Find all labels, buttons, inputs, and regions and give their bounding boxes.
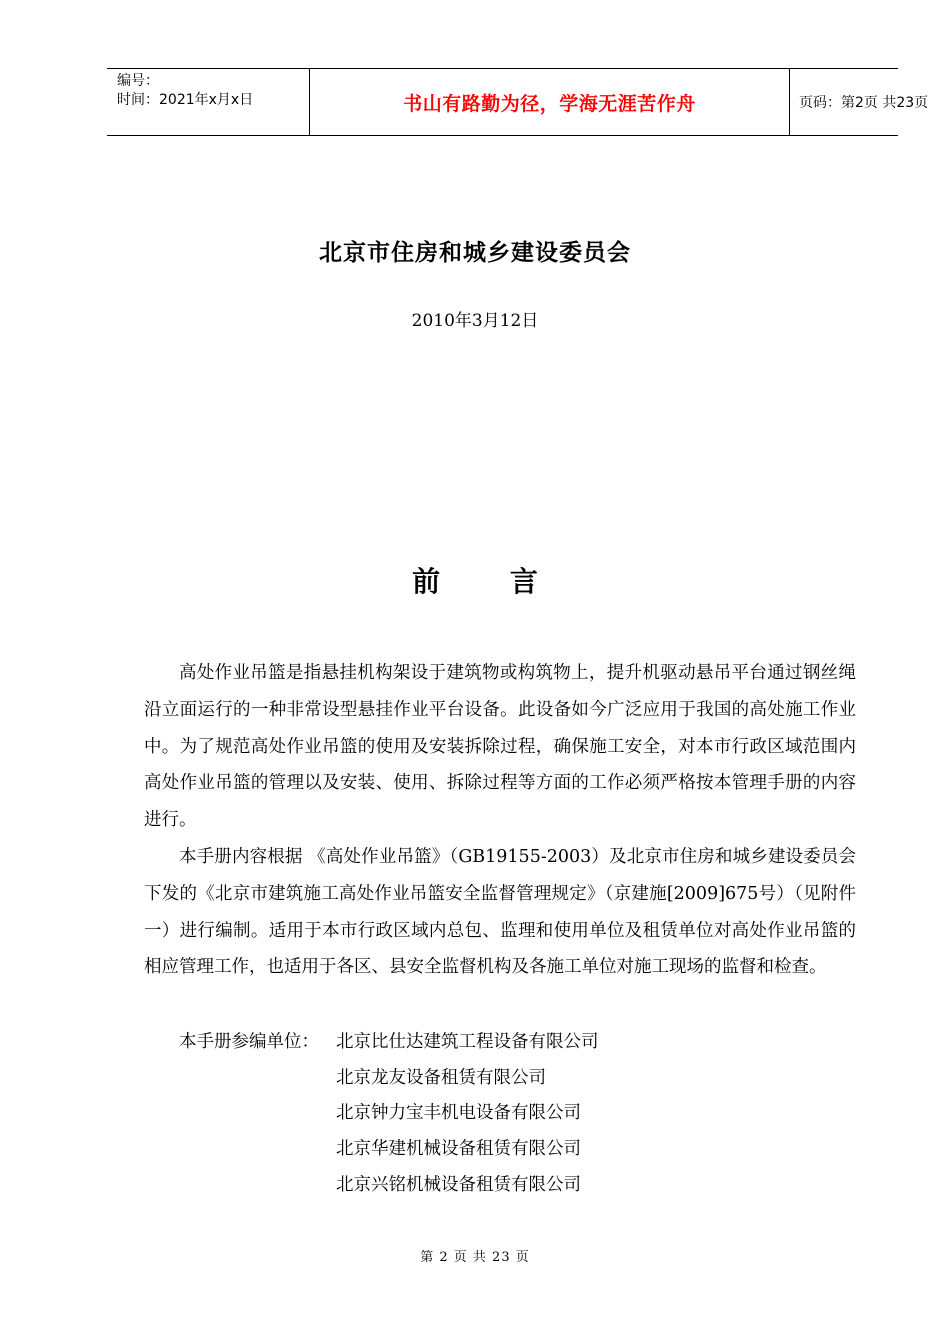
header-motto: 书山有路勤为径，学海无涯苦作舟 [403,92,696,115]
contributors-label: 本手册参编单位： [179,1032,319,1052]
document-number-label: 编号： [117,73,159,89]
page-header [107,68,929,136]
header-page-cell [790,69,929,135]
contributor-name: 北京华建机械设备租赁有限公司 [336,1139,581,1160]
preface-paragraph: 高处作业吊篮是指悬挂机构架设于建筑物或构筑物上，提升机驱动悬吊平台通过钢丝绳沿立面运行的一种非常设型悬挂作业平台设备。此设备如今广泛应用于我国的高处施工作业中。为了规范高处作业吊篮的使用及安装拆除过程，确保施工安全，对本市行政区域范围内高处作业吊篮的管理以及安装、使用、拆除过程等方面的工作必须严格按本管理手册的内容进行。 [144,663,856,831]
contributor-name: 北京比仕达建筑工程设备有限公司 [336,1032,599,1052]
contributor-name: 北京兴铭机械设备租赁有限公司 [336,1174,581,1195]
document-date: 2010年3月12日 [411,311,539,331]
contributor-name: 北京钟力宝丰机电设备有限公司 [336,1103,581,1124]
organization-name: 北京市住房和城乡建设委员会 [319,239,631,266]
header-motto-cell [309,69,790,135]
page-footer: 第 2 页 共 23 页 [420,1250,530,1265]
preface-body [144,655,856,986]
preface-paragraph: 本手册内容根据 《高处作业吊篮》（GB19155-2003）及北京市住房和城乡建设委员会下发的《北京市建筑施工高处作业吊篮安全监督管理规定》（京建施[2009]675号）（见附件一）进行编制。适用于本市行政区域内总包、监理和使用单位及租赁单位对高处作业吊篮的相应管理工作，也适用于各区、县安全监督机构及各施工单位对施工现场的监督和检查。 [144,846,856,978]
header-left-cell [107,69,309,135]
section-title: 前 言 [412,565,568,598]
contributor-name: 北京龙友设备租赁有限公司 [336,1067,546,1088]
document-time-label: 时间：2021年x月x日 [117,92,254,108]
header-page-info: 页码：第2页 共23页 [799,95,929,111]
